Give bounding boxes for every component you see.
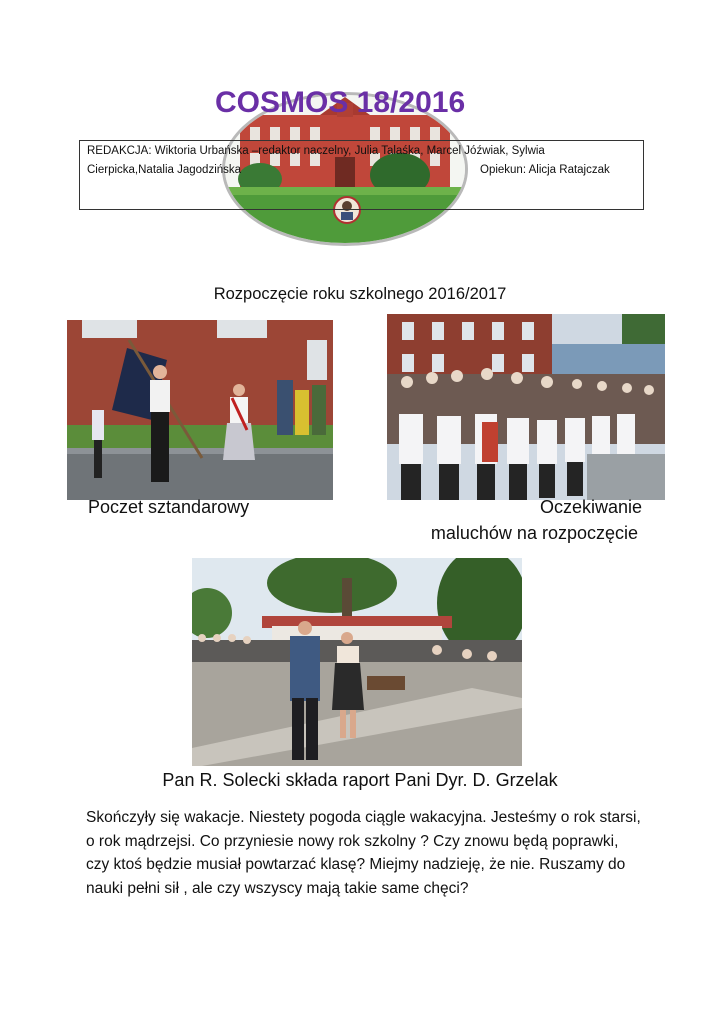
photo-waiting-children bbox=[387, 314, 665, 500]
newsletter-title: COSMOS 18/2016 bbox=[215, 86, 466, 119]
paragraph-line-4: nauki pełni sił , ale czy wszyscy mają takie same chęci? bbox=[86, 879, 469, 897]
section-heading: Rozpoczęcie roku szkolnego 2016/2017 bbox=[213, 285, 507, 303]
paragraph-line-2: o rok mądrzejsi. Co przyniesie nowy rok szkolny ? Czy znowu będą poprawki, bbox=[86, 832, 619, 850]
paragraph-line-3: czy ktoś będzie musiał powtarzać klasę? Miejmy nadzieję, że nie. Ruszamy do bbox=[86, 856, 626, 873]
caption-report: Pan R. Solecki składa raport Pani Dyr. D. Grzelak bbox=[162, 770, 558, 790]
caption-waiting-line-1: Oczekiwanie bbox=[540, 497, 643, 517]
article-paragraph bbox=[86, 806, 646, 900]
editorial-line-2: Cierpicka,Natalia Jagodzińska bbox=[87, 164, 242, 176]
photo-report bbox=[192, 558, 522, 766]
guardian: Opiekun: Alicja Ratajczak bbox=[480, 164, 610, 176]
paragraph-line-1: Skończyły się wakacje. Niestety pogoda ciągle wakacyjna. Jesteśmy o rok starsi, bbox=[86, 809, 641, 826]
caption-waiting-line-2: maluchów na rozpoczęcie bbox=[430, 523, 638, 543]
caption-flag-bearers: Poczet sztandarowy bbox=[88, 497, 250, 517]
editorial-line-1: REDAKCJA: Wiktoria Urbańska –redaktor naczelny, Julia Talaśka, Marcel Jóźwiak, Sylwia bbox=[87, 145, 545, 157]
photo-flag-bearers bbox=[67, 320, 333, 500]
